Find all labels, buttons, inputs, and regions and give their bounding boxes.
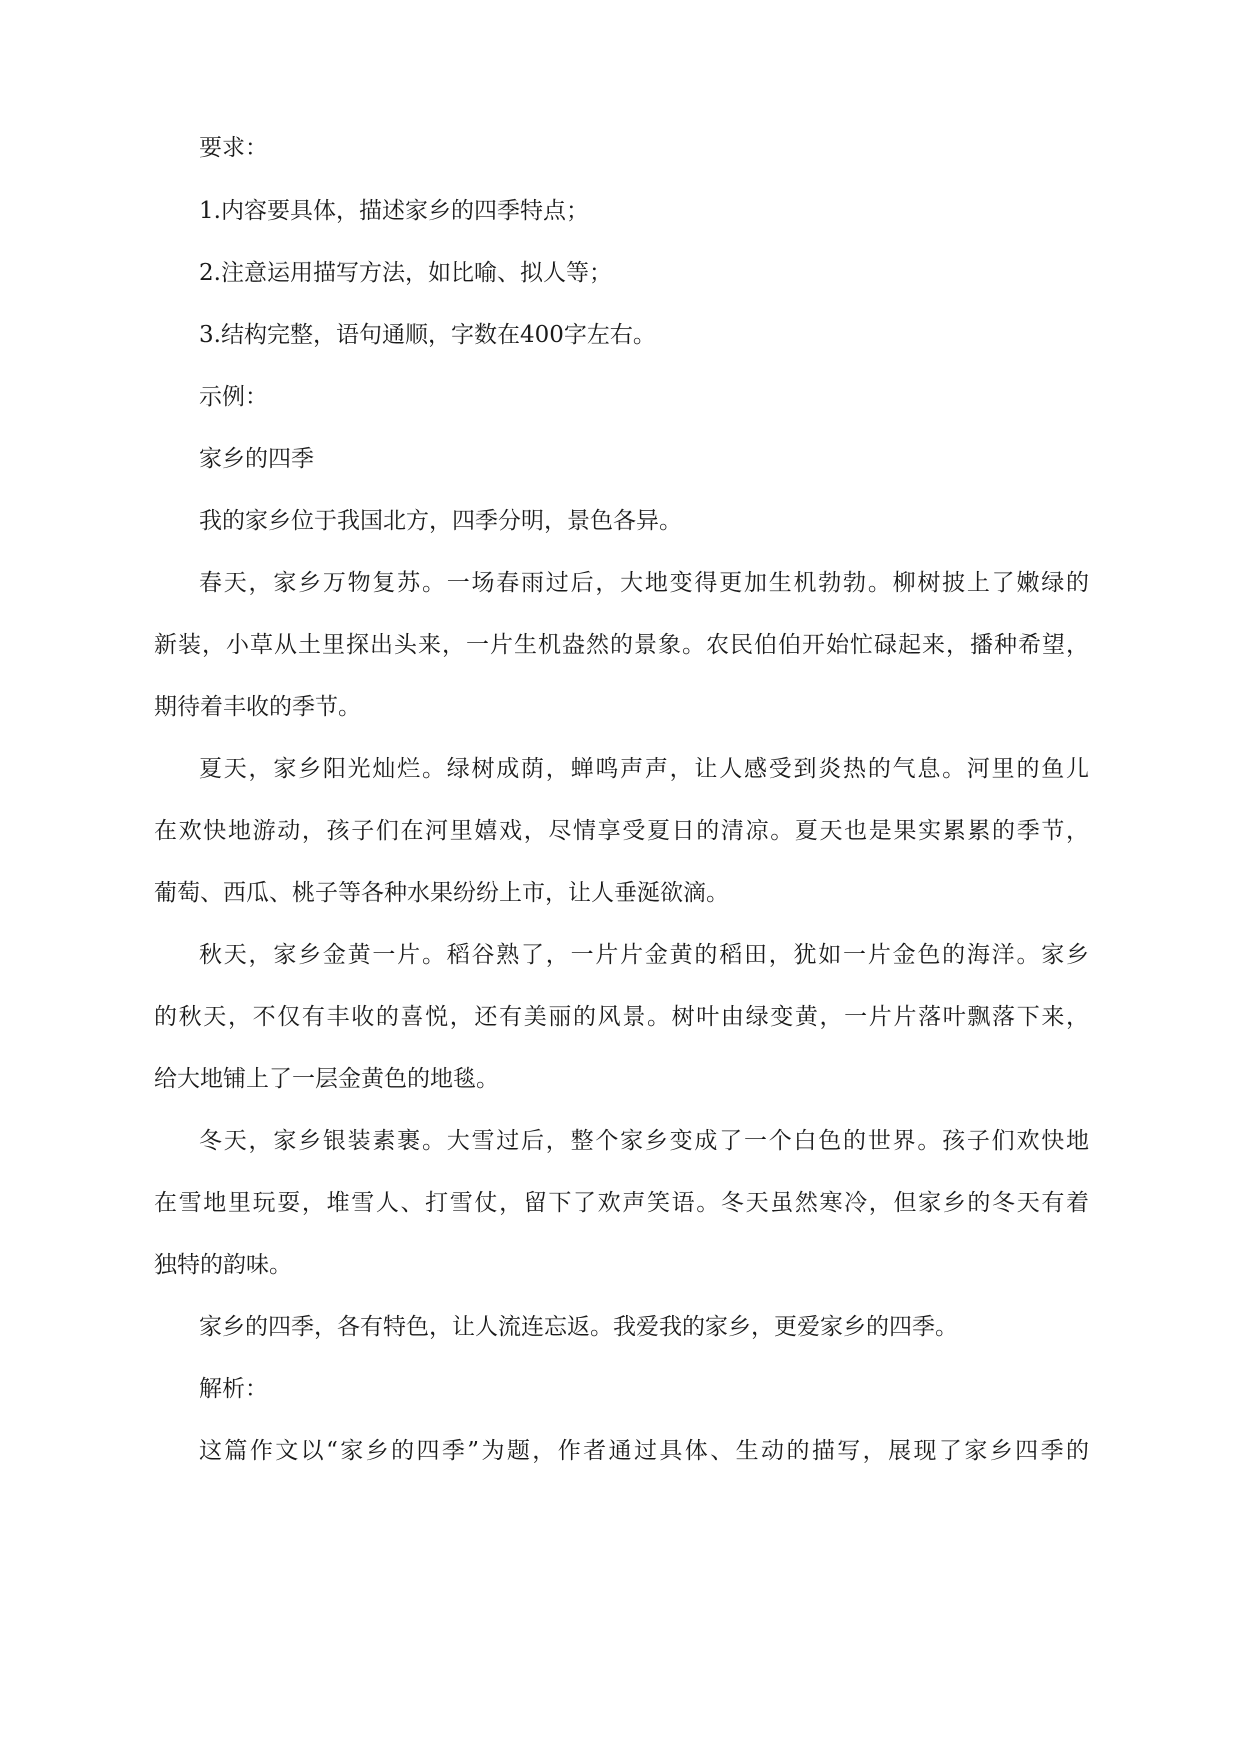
essay-title: 家乡的四季: [199, 446, 314, 472]
spring-paragraph-line-3: 期待着丰收的季节。: [154, 694, 361, 720]
example-heading: 示例：: [199, 384, 268, 410]
requirement-item-3: 3.结构完整，语句通顺，字数在400字左右。: [199, 322, 656, 348]
spring-paragraph-line-2: 新装，小草从土里探出头来，一片生机盎然的景象。农民伯伯开始忙碌起来，播种希望，: [154, 632, 1089, 658]
winter-paragraph-line-2: 在雪地里玩耍，堆雪人、打雪仗，留下了欢声笑语。冬天虽然寒冷，但家乡的冬天有着: [154, 1190, 1089, 1216]
summer-paragraph-line-2: 在欢快地游动，孩子们在河里嬉戏，尽情享受夏日的清凉。夏天也是果实累累的季节，: [154, 818, 1089, 844]
autumn-paragraph-line-2: 的秋天，不仅有丰收的喜悦，还有美丽的风景。树叶由绿变黄，一片片落叶飘落下来，: [154, 1004, 1089, 1030]
requirements-heading: 要求：: [199, 135, 268, 161]
analysis-heading: 解析：: [199, 1376, 268, 1402]
summer-paragraph-line-1: 夏天，家乡阳光灿烂。绿树成荫，蝉鸣声声，让人感受到炎热的气息。河里的鱼儿: [199, 756, 1089, 782]
autumn-paragraph-line-1: 秋天，家乡金黄一片。稻谷熟了，一片片金黄的稻田，犹如一片金色的海洋。家乡: [199, 942, 1089, 968]
autumn-paragraph-line-3: 给大地铺上了一层金黄色的地毯。: [154, 1066, 499, 1092]
essay-conclusion: 家乡的四季，各有特色，让人流连忘返。我爱我的家乡，更爱家乡的四季。: [199, 1314, 958, 1340]
analysis-paragraph-line-1: 这篇作文以“家乡的四季”为题，作者通过具体、生动的描写，展现了家乡四季的: [199, 1438, 1089, 1464]
essay-intro: 我的家乡位于我国北方，四季分明，景色各异。: [199, 508, 682, 534]
winter-paragraph-line-3: 独特的韵味。: [154, 1252, 292, 1278]
requirement-item-1: 1.内容要具体，描述家乡的四季特点；: [199, 198, 589, 224]
winter-paragraph-line-1: 冬天，家乡银装素裹。大雪过后，整个家乡变成了一个白色的世界。孩子们欢快地: [199, 1128, 1089, 1154]
summer-paragraph-line-3: 葡萄、西瓜、桃子等各种水果纷纷上市，让人垂涎欲滴。: [154, 880, 729, 906]
requirement-item-2: 2.注意运用描写方法，如比喻、拟人等；: [199, 260, 612, 286]
spring-paragraph-line-1: 春天，家乡万物复苏。一场春雨过后，大地变得更加生机勃勃。柳树披上了嫩绿的: [199, 570, 1089, 596]
